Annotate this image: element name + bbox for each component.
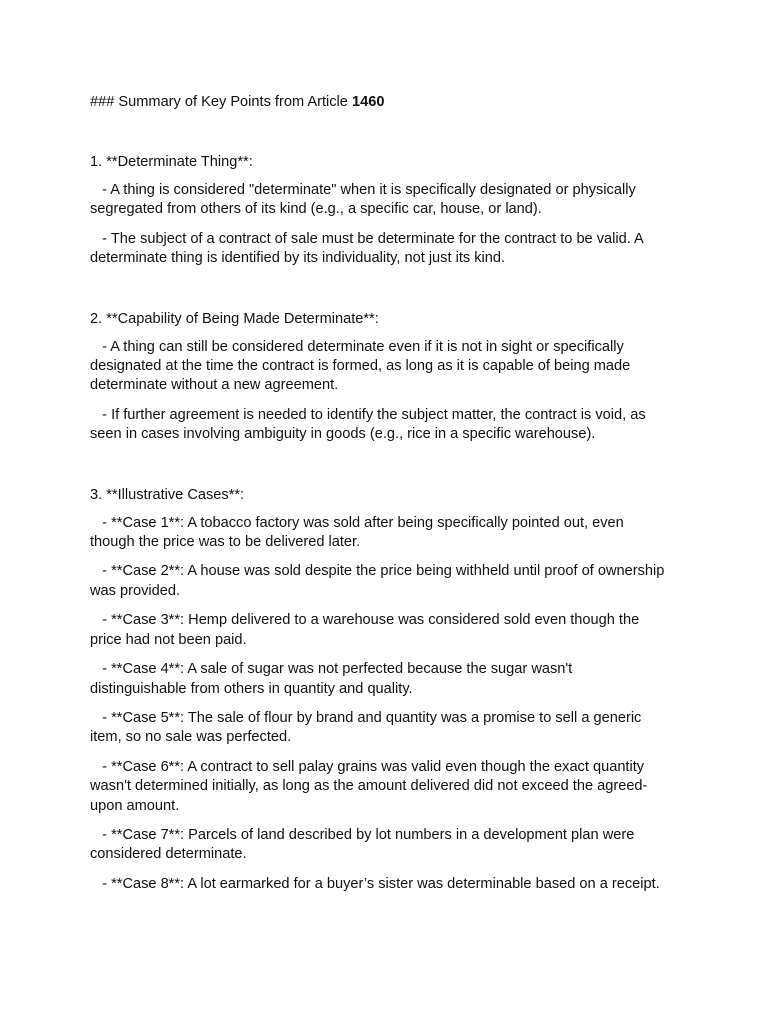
list-item: - The subject of a contract of sale must be determinate for the contract to be valid. A determinate thing is identified by its individuality, not just its kind. <box>90 230 648 267</box>
list-item: - **Case 8**: A lot earmarked for a buyer’s sister was determinable based on a receipt. <box>90 875 660 892</box>
section-title: 3. **Illustrative Cases**: <box>90 486 245 503</box>
list-item: - If further agreement is needed to identify the subject matter, the contract is void, as seen in cases involving ambiguity in goods (e.g., rice in a specific warehouse). <box>90 406 650 443</box>
list-item: - **Case 1**: A tobacco factory was sold after being specifically pointed out, even though the price was to be delivered later. <box>90 514 628 551</box>
list-item: - **Case 2**: A house was sold despite the price being withheld until proof of ownership was provided. <box>90 563 669 599</box>
list-item: - **Case 3**: Hemp delivered to a warehouse was considered sold even though the price had not been paid. <box>90 612 644 648</box>
page-title <box>90 92 670 112</box>
title-prefix: ### Summary of Key Points from Article <box>90 94 352 110</box>
section-title: 2. **Capability of Being Made Determinate**: <box>90 310 379 327</box>
section-determinate-thing <box>90 152 670 269</box>
list-item: - A thing can still be considered determinate even if it is not in sight or specifically designated at the time the contract is formed, as long as it is capable of being made determinate without a new agreement. <box>90 338 635 394</box>
list-item: - **Case 7**: Parcels of land described by lot numbers in a development plan were considered determinate. <box>90 826 639 863</box>
list-item: - **Case 6**: A contract to sell palay grains was valid even though the exact quantity wasn't determined initially, as long as the amount delivered did not exceed the agreed-upon amount. <box>90 758 649 814</box>
document-page <box>90 92 670 894</box>
section-illustrative-cases <box>90 485 670 895</box>
article-number: 1460 <box>351 94 385 110</box>
list-item: - A thing is considered "determinate" when it is specifically designated or physically segregated from others of its kind (e.g., a specific car, house, or land). <box>90 182 640 218</box>
section-capability <box>90 309 670 445</box>
section-title: 1. **Determinate Thing**: <box>90 154 253 170</box>
list-item: - **Case 4**: A sale of sugar was not perfected because the sugar wasn't distinguishable from others in quantity and quality. <box>90 661 577 697</box>
list-item: - **Case 5**: The sale of flour by brand and quantity was a promise to sell a generic item, so no sale was perfected. <box>90 709 646 746</box>
